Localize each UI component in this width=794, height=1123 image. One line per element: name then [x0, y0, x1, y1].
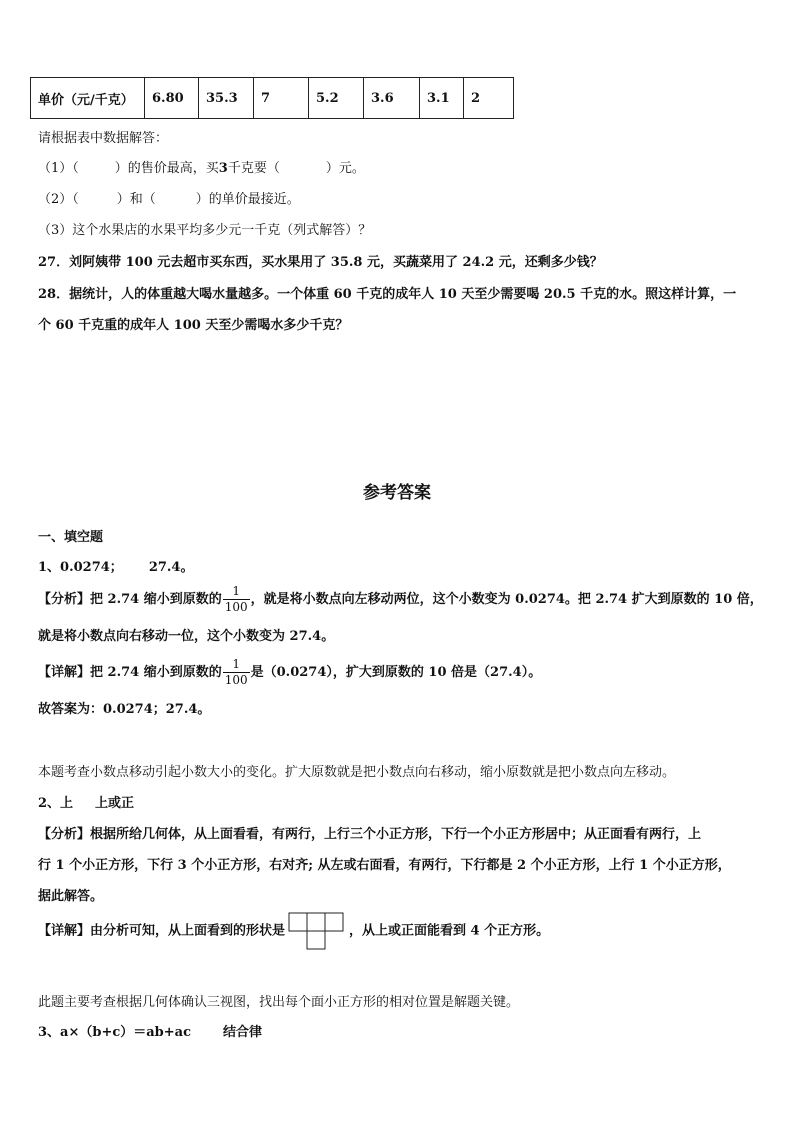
q26-sub2-text: ）和（	[116, 192, 156, 207]
fraction	[223, 584, 250, 615]
table-cell: 5.2	[309, 78, 364, 119]
detail-text: 是（0.0274），扩大到原数的 10 倍是（27.4）。	[250, 665, 542, 680]
q26-sub1-text: ）的售价最高，买	[114, 161, 219, 176]
answer-2-analysis-line1	[38, 823, 701, 842]
q26-sub1-text: 千克要（	[227, 161, 280, 176]
answer-1-value: 1、0.0274；	[38, 560, 123, 575]
q26-sub3: （3）这个水果店的水果平均多少元一千克（列式解答）？	[38, 223, 372, 238]
fraction-denominator: 100	[224, 600, 248, 614]
answer-1-head	[38, 556, 193, 575]
q26-sub1-num: 3	[218, 161, 228, 176]
detail-text: ，从上或正面能看到 4 个正方形。	[349, 923, 550, 939]
analysis-text: ，就是将小数点向左移动两位，这个小数变为 0.0274。把 2.74 扩大到原数的 10 倍，	[250, 592, 763, 607]
detail-text: 把 2.74 缩小到原数的	[90, 665, 222, 680]
q26-sub1-text: （1）（	[38, 161, 79, 176]
answer-1-analysis-line2: 就是将小数点向右移动一位，这个小数变为 27.4。	[38, 629, 335, 644]
table-cell: 2	[464, 78, 514, 119]
answer-title: 参考答案	[363, 483, 431, 503]
analysis-tag: 【分析】	[38, 827, 91, 842]
answer-1-detail	[38, 657, 541, 688]
q28-line2: 个 60 千克重的成年人 100 天至少需喝水多少千克？	[38, 318, 349, 333]
answer-3-head	[38, 1021, 262, 1040]
table-cell: 7	[254, 78, 309, 119]
analysis-text: 把 2.74 缩小到原数的	[90, 592, 222, 607]
analysis-text: 根据所给几何体，从上面看看，有两行，上行三个小正方形，下行一个小正方形居中；从正面看有两行，上	[90, 827, 702, 842]
table-cell: 35.3	[199, 78, 254, 119]
table-cell: 3.1	[420, 78, 464, 119]
q26-sub1-text: ）元。	[325, 161, 365, 176]
analysis-tag: 【分析】	[38, 592, 91, 607]
answer-2-analysis-line2: 行 1 个小正方形，下行 3 个小正方形，右对齐; 从左或右面看，有两行，下行都是 2 个小正方形，上行 1 个小正方形，	[38, 858, 731, 873]
answer-2-analysis-line3: 据此解答。	[38, 889, 104, 904]
answer-3-value: 3、a×（b+c）＝ab+ac	[38, 1025, 192, 1040]
answer-2-head	[38, 792, 134, 811]
answer-1-final: 故答案为：0.0274；27.4。	[38, 702, 211, 717]
detail-tag: 【详解】	[38, 665, 91, 680]
q26-prompt: 请根据表中数据解答：	[38, 131, 169, 146]
section-heading: 一、填空题	[38, 530, 104, 545]
detail-tag: 【详解】	[38, 923, 91, 939]
answer-2-value: 2、上	[38, 796, 74, 811]
price-table	[30, 77, 514, 119]
q26-sub2-text: ）的单价最接近。	[195, 192, 300, 207]
answer-2-value: 上或正	[95, 796, 135, 811]
answer-3-value: 结合律	[223, 1025, 263, 1040]
q26-sub2-text: （2）（	[38, 192, 79, 207]
top-view-grid-figure	[288, 912, 346, 950]
detail-text: 由分析可知，从上面看到的形状是	[90, 923, 286, 939]
answer-2-detail	[38, 912, 549, 950]
table-cell: 6.80	[145, 78, 199, 119]
q26-sub1	[38, 157, 365, 176]
q27: 27．刘阿姨带 100 元去超市买东西，买水果用了 35.8 元，买蔬菜用了 24.2 元，还剩多少钱？	[38, 255, 603, 270]
fraction-numerator: 1	[223, 657, 250, 673]
fraction-numerator: 1	[223, 584, 250, 600]
answer-2-note: 此题主要考查根据几何体确认三视图，找出每个面小正方形的相对位置是解题关键。	[38, 995, 520, 1010]
answer-1-value: 27.4。	[148, 560, 194, 575]
table-row-label: 单价（元/千克）	[31, 78, 145, 119]
q26-sub2	[38, 188, 300, 207]
table-row	[31, 78, 514, 119]
answer-1-analysis	[38, 584, 763, 615]
table-cell: 3.6	[364, 78, 420, 119]
fraction-denominator: 100	[224, 673, 248, 687]
fraction	[223, 657, 250, 688]
answer-1-note: 本题考查小数点移动引起小数大小的变化。扩大原数就是把小数点向右移动，缩小原数就是把小数点向左移动。	[38, 765, 676, 780]
q28-line1: 28．据统计，人的体重越大喝水量越多。一个体重 60 千克的成年人 10 天至少需要喝 20.5 千克的水。照这样计算，一	[38, 287, 737, 302]
